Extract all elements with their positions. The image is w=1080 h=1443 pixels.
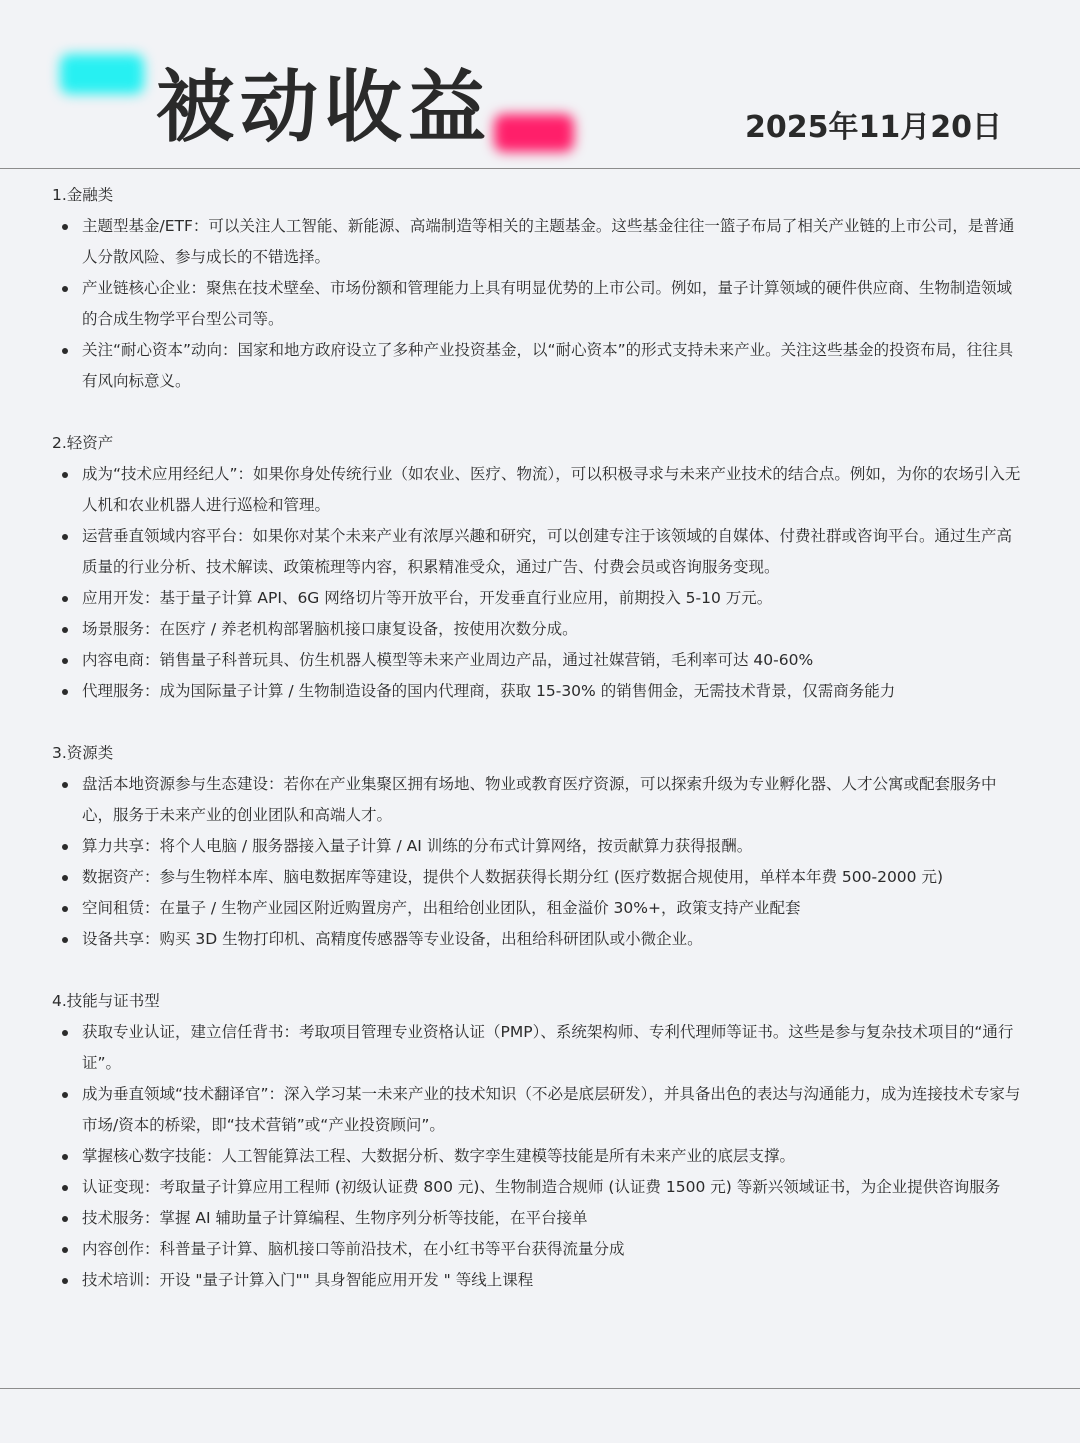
list-item: 运营垂直领域内容平台：如果你对某个未来产业有浓厚兴趣和研究，可以创建专注于该领域的自媒体、付费社群或咨询平台。通过生产高质量的行业分析、技术解读、政策梳理等内容，积累精准受众，通过广告、付费会员或咨询服务变现。 (52, 521, 1022, 583)
bullet-list (52, 1017, 1022, 1296)
list-item: 盘活本地资源参与生态建设：若你在产业集聚区拥有场地、物业或教育医疗资源，可以探索升级为专业孵化器、人才公寓或配套服务中心，服务于未来产业的创业团队和高端人才。 (52, 769, 1022, 831)
page-title: 被动收益 (156, 63, 493, 153)
list-item: 场景服务：在医疗 / 养老机构部署脑机接口康复设备，按使用次数分成。 (52, 614, 1022, 645)
article-body (52, 180, 1022, 1327)
section-resources (52, 738, 1022, 955)
list-item: 成为“技术应用经纪人”：如果你身处传统行业（如农业、医疗、物流），可以积极寻求与未来产业技术的结合点。例如，为你的农场引入无人机和农业机器人进行巡检和管理。 (52, 459, 1022, 521)
list-item: 关注“耐心资本”动向：国家和地方政府设立了多种产业投资基金，以“耐心资本”的形式支持未来产业。关注这些基金的投资布局，往往具有风向标意义。 (52, 335, 1022, 397)
list-item: 内容电商：销售量子科普玩具、仿生机器人模型等未来产业周边产品，通过社媒营销，毛利率可达 40-60% (52, 645, 1022, 676)
list-item: 应用开发：基于量子计算 API、6G 网络切片等开放平台，开发垂直行业应用，前期投入 5-10 万元。 (52, 583, 1022, 614)
list-item: 认证变现：考取量子计算应用工程师 (初级认证费 800 元)、生物制造合规师 (认证费 1500 元) 等新兴领域证书，为企业提供咨询服务 (52, 1172, 1022, 1203)
bullet-list (52, 211, 1022, 397)
top-divider (0, 168, 1080, 169)
list-item: 成为垂直领域“技术翻译官”：深入学习某一未来产业的技术知识（不必是底层研发），并具备出色的表达与沟通能力，成为连接技术专家与市场/资本的桥梁，即“技术营销”或“产业投资顾问”。 (52, 1079, 1022, 1141)
list-item: 掌握核心数字技能：人工智能算法工程、大数据分析、数字孪生建模等技能是所有未来产业的底层支撑。 (52, 1141, 1022, 1172)
section-title: 4.技能与证书型 (52, 992, 160, 1010)
bullet-list (52, 769, 1022, 955)
list-item: 数据资产：参与生物样本库、脑电数据库等建设，提供个人数据获得长期分红 (医疗数据合规使用，单样本年费 500-2000 元) (52, 862, 1022, 893)
list-item: 技术培训：开设 "量子计算入门"" 具身智能应用开发 " 等线上课程 (52, 1265, 1022, 1296)
list-item: 设备共享：购买 3D 生物打印机、高精度传感器等专业设备，出租给科研团队或小微企业。 (52, 924, 1022, 955)
section-skills-certificates (52, 986, 1022, 1296)
cyan-decoration (60, 54, 144, 94)
list-item: 获取专业认证，建立信任背书：考取项目管理专业资格认证（PMP）、系统架构师、专利代理师等证书。这些是参与复杂技术项目的“通行证”。 (52, 1017, 1022, 1079)
section-title: 3.资源类 (52, 744, 114, 762)
bottom-divider (0, 1388, 1080, 1389)
section-title: 1.金融类 (52, 186, 114, 204)
list-item: 技术服务：掌握 AI 辅助量子计算编程、生物序列分析等技能，在平台接单 (52, 1203, 1022, 1234)
list-item: 主题型基金/ETF：可以关注人工智能、新能源、高端制造等相关的主题基金。这些基金往往一篮子布局了相关产业链的上市公司，是普通人分散风险、参与成长的不错选择。 (52, 211, 1022, 273)
list-item: 算力共享：将个人电脑 / 服务器接入量子计算 / AI 训练的分布式计算网络，按贡献算力获得报酬。 (52, 831, 1022, 862)
list-item: 代理服务：成为国际量子计算 / 生物制造设备的国内代理商，获取 15-30% 的销售佣金，无需技术背景，仅需商务能力 (52, 676, 1022, 707)
page-header (0, 0, 1080, 168)
date-label: 2025年11月20日 (745, 110, 1002, 145)
section-finance (52, 180, 1022, 397)
bullet-list (52, 459, 1022, 707)
pink-decoration (494, 114, 574, 152)
list-item: 内容创作：科普量子计算、脑机接口等前沿技术，在小红书等平台获得流量分成 (52, 1234, 1022, 1265)
list-item: 产业链核心企业：聚焦在技术壁垒、市场份额和管理能力上具有明显优势的上市公司。例如，量子计算领域的硬件供应商、生物制造领域的合成生物学平台型公司等。 (52, 273, 1022, 335)
section-light-assets (52, 428, 1022, 707)
list-item: 空间租赁：在量子 / 生物产业园区附近购置房产，出租给创业团队，租金溢价 30%+，政策支持产业配套 (52, 893, 1022, 924)
section-title: 2.轻资产 (52, 434, 114, 452)
